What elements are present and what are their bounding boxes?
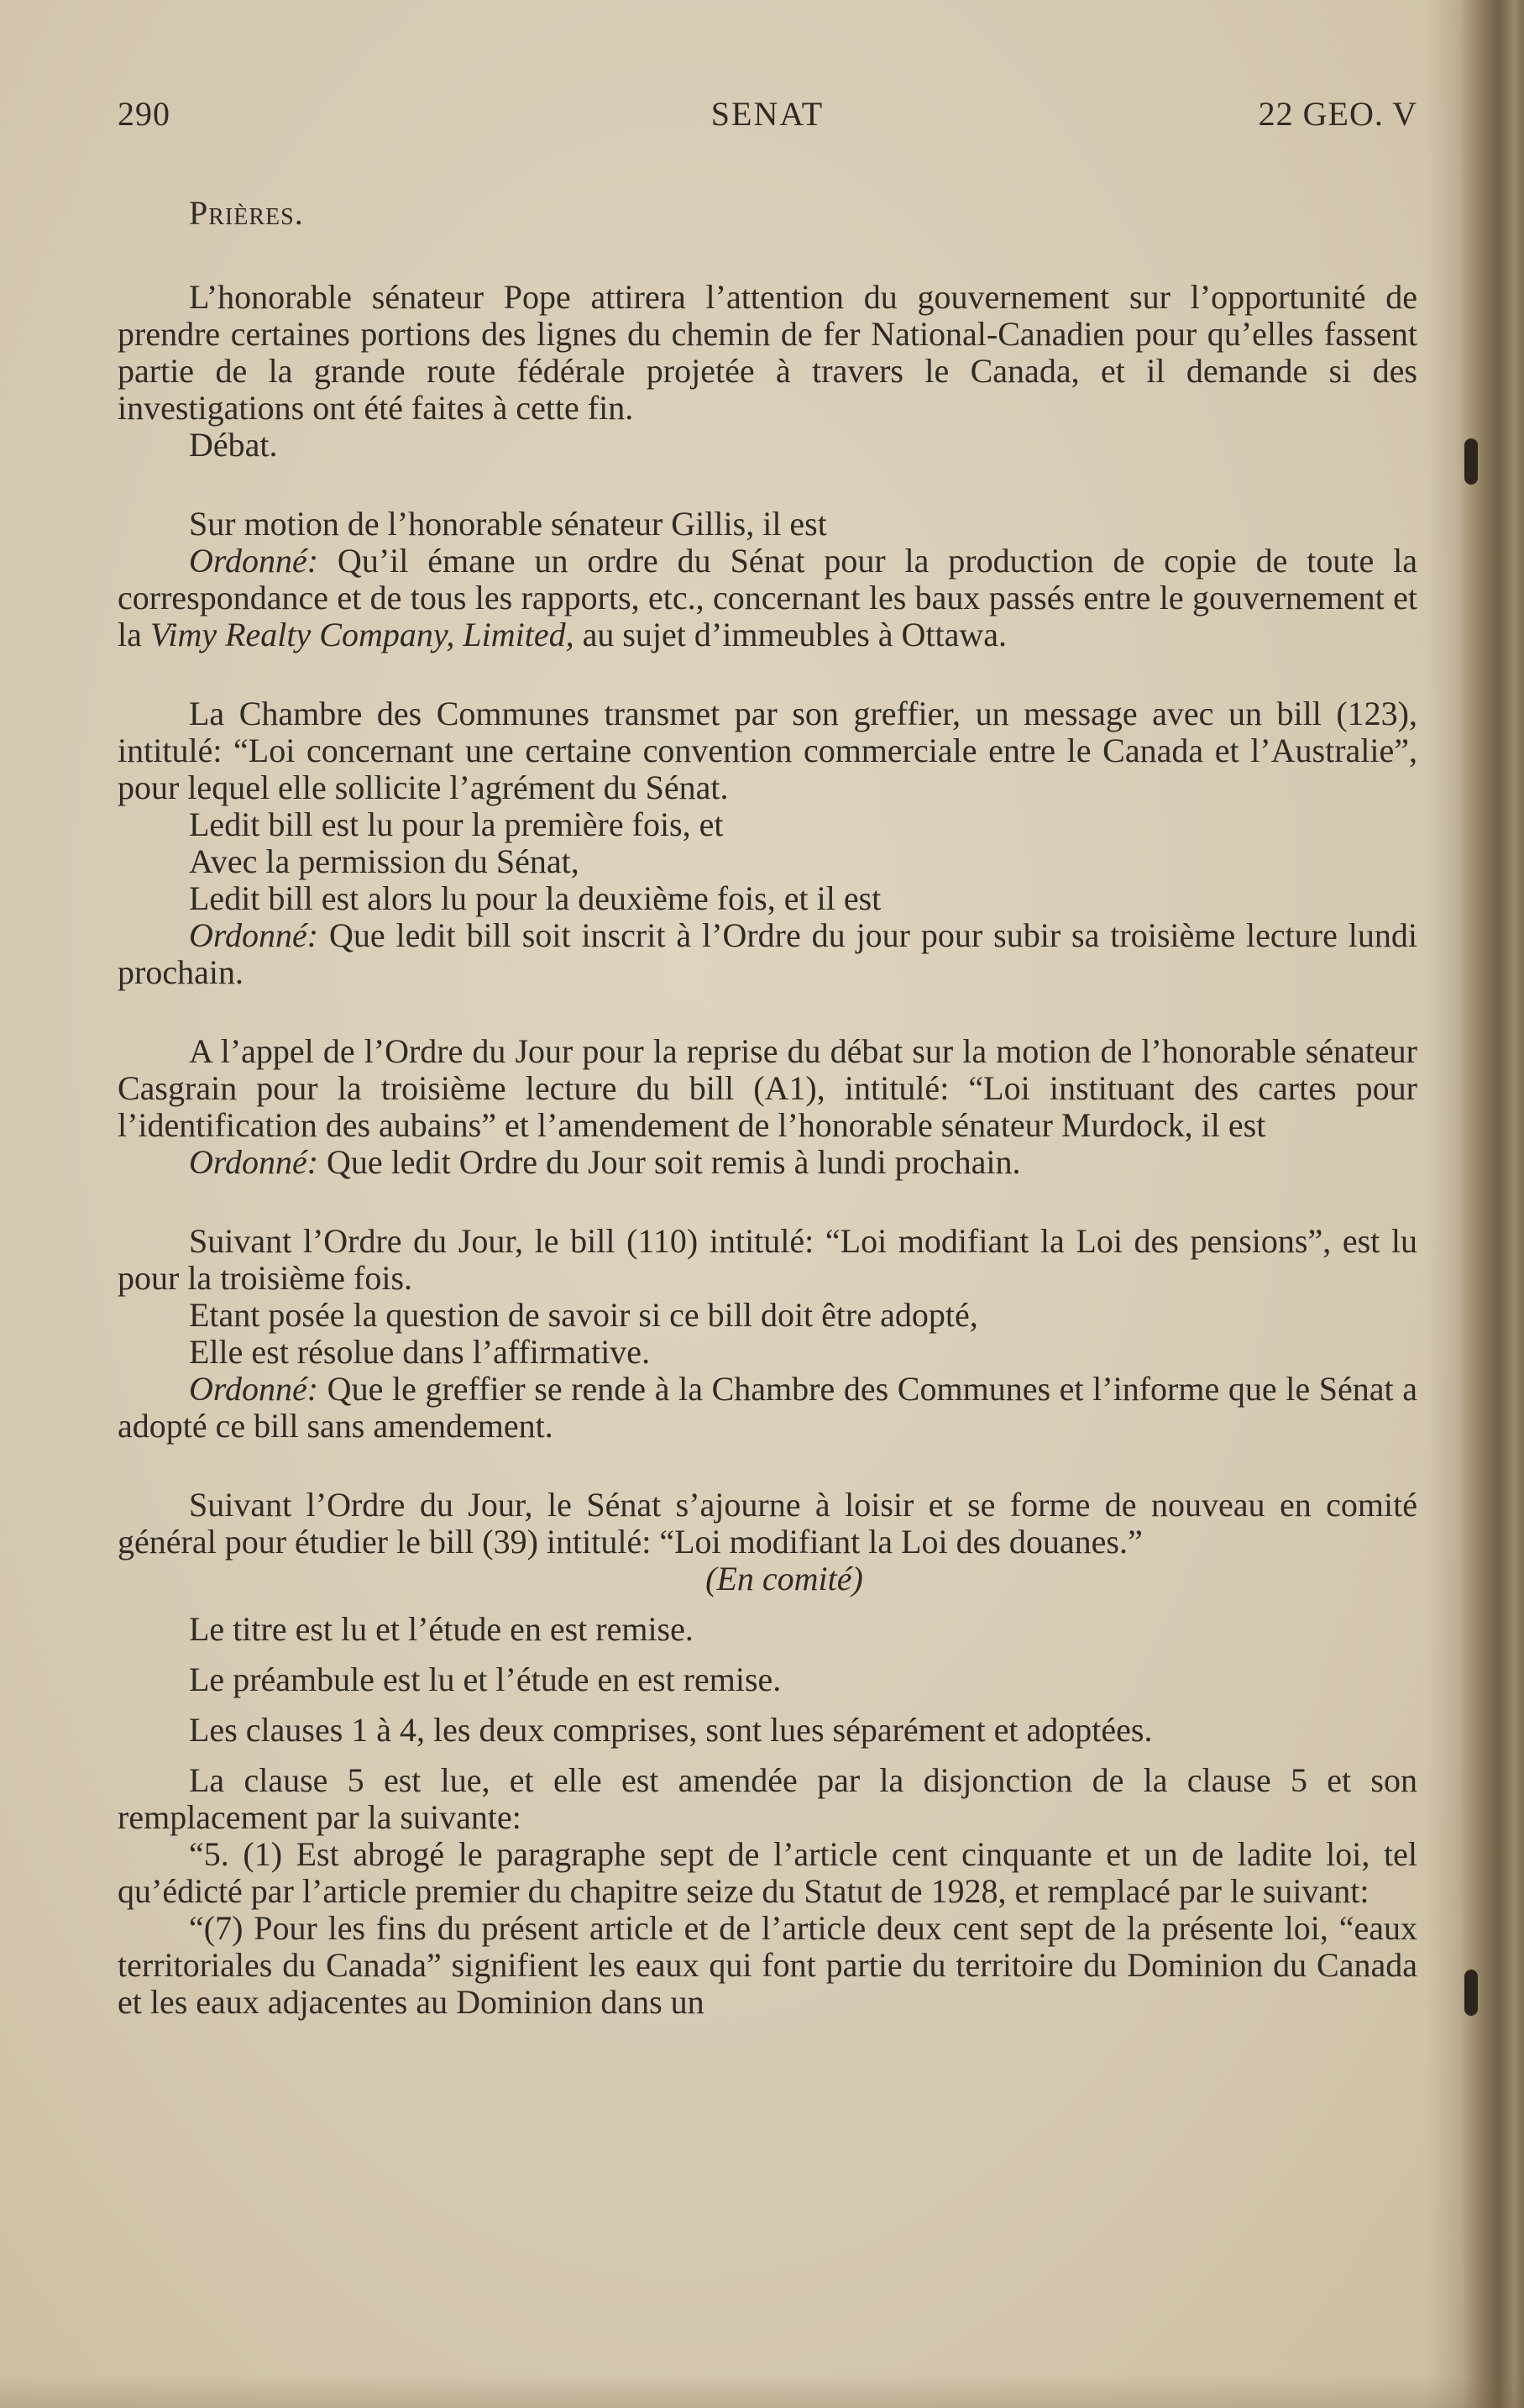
- paragraph-third-reading-order: [118, 917, 1417, 991]
- order-text: Que ledit bill soit inscrit à l’Ordre du jour pour subir sa troisième lecture lundi prochain.: [118, 916, 1417, 991]
- binding-tab-mark: [1464, 438, 1478, 485]
- paragraph-clauses: Les clauses 1 à 4, les deux comprises, sont lues séparément et adoptées.: [189, 1711, 1153, 1749]
- order-text: Que le greffier se rende à la Chambre des Communes et l’informe que le Sénat a adopté ce bill sans amendement.: [118, 1370, 1417, 1445]
- paragraph-second-reading: Ledit bill est alors lu pour la deuxième fois, et il est: [189, 879, 882, 917]
- section-prieres: Prières.: [189, 194, 304, 232]
- paragraph-first-reading: Ledit bill est lu pour la première fois, et: [189, 805, 724, 843]
- paragraph-debat: Débat.: [189, 426, 278, 464]
- ordonne-label: Ordonné:: [189, 1370, 319, 1408]
- ordonne-label: Ordonné:: [189, 916, 319, 954]
- page-body: [118, 195, 1417, 2021]
- book-binding-edge: [1461, 0, 1524, 2408]
- paragraph-postpone-order: [118, 1144, 1417, 1181]
- running-header: [118, 94, 1417, 141]
- page-bottom-shade: [0, 2374, 1524, 2408]
- order-text: Qu’il émane un ordre du Sénat pour la production de copie de toute la correspondance et de tous les rapports, etc., concernant les baux passés entre le gouvernement et la: [118, 542, 1417, 653]
- paragraph-title: Le titre est lu et l’étude en est remise.: [189, 1610, 694, 1648]
- paragraph-gillis-order: [118, 543, 1417, 653]
- paragraph-subsection-7: “(7) Pour les fins du présent article et de l’article deux cent sept de la présente loi, “eaux territoriales du Canada” signifient les eaux qui font partie du territoire du Dominion du Canada et les eaux adjacentes au Dominion dans un: [118, 1909, 1417, 2021]
- order-text: Que ledit Ordre du Jour soit remis à lundi prochain.: [318, 1143, 1021, 1181]
- paragraph-pensions-bill: Suivant l’Ordre du Jour, le bill (110) intitulé: “Loi modifiant la Loi des pensions”, est lu pour la troisième fois.: [118, 1222, 1417, 1297]
- paragraph-clerk-order: [118, 1371, 1417, 1445]
- binding-shadow: [1427, 0, 1461, 2408]
- order-text-end: au sujet d’immeubles à Ottawa.: [573, 616, 1008, 653]
- header-session: 22 GEO. V: [1258, 95, 1417, 133]
- company-name: Vimy Realty Company, Limited,: [149, 616, 574, 653]
- ordonne-label: Ordonné:: [189, 1143, 319, 1181]
- paragraph-committee-general: Suivant l’Ordre du Jour, le Sénat s’ajourne à loisir et se forme de nouveau en comité général pour étudier le bill (39) intitulé: “Loi modifiant la Loi des douanes.”: [118, 1486, 1417, 1561]
- paragraph-casgrain-debate: A l’appel de l’Ordre du Jour pour la reprise du débat sur la motion de l’honorable sénateur Casgrain pour la troisième lecture du bill (A1), intitulé: “Loi instituant des cartes pour l’identification des aubains” et l’amendement de l’honorable sénateur Murdock, il est: [118, 1032, 1417, 1144]
- paragraph-permission: Avec la permission du Sénat,: [189, 842, 579, 880]
- paragraph-question: Etant posée la question de savoir si ce bill doit être adopté,: [189, 1296, 978, 1334]
- paragraph-commons-message: La Chambre des Communes transmet par son greffier, un message avec un bill (123), intitulé: “Loi concernant une certaine convention commerciale entre le Canada et l’Australie”, pour lequel elle sollicite l’agrément du Sénat.: [118, 695, 1417, 806]
- binding-tab-mark: [1464, 1970, 1478, 2016]
- ordonne-label: Ordonné:: [189, 542, 319, 580]
- committee-heading: (En comité): [705, 1560, 863, 1597]
- page-number: 290: [118, 95, 170, 133]
- paragraph-gillis-motion: Sur motion de l’honorable sénateur Gillis, il est: [189, 505, 827, 543]
- paragraph-resolved: Elle est résolue dans l’affirmative.: [189, 1333, 651, 1371]
- paragraph-pope-notice: L’honorable sénateur Pope attirera l’attention du gouvernement sur l’opportunité de prendre certaines portions des lignes du chemin de fer National-Canadien pour qu’elles fassent partie de la grande route fédérale projetée à travers le Canada, et il demande si des investigations ont été faites à cette fin.: [118, 278, 1417, 427]
- header-title: SENAT: [710, 95, 825, 133]
- paragraph-clause-5-text: “5. (1) Est abrogé le paragraphe sept de l’article cent cinquante et un de ladite loi, tel qu’édicté par l’article premier du chapitre seize du Statut de 1928, et remplacé par le suivant:: [118, 1835, 1417, 1910]
- paragraph-clause-5: La clause 5 est lue, et elle est amendée par la disjonction de la clause 5 et son remplacement par la suivante:: [118, 1761, 1417, 1836]
- paragraph-preamble: Le préambule est lu et l’étude en est remise.: [189, 1660, 782, 1698]
